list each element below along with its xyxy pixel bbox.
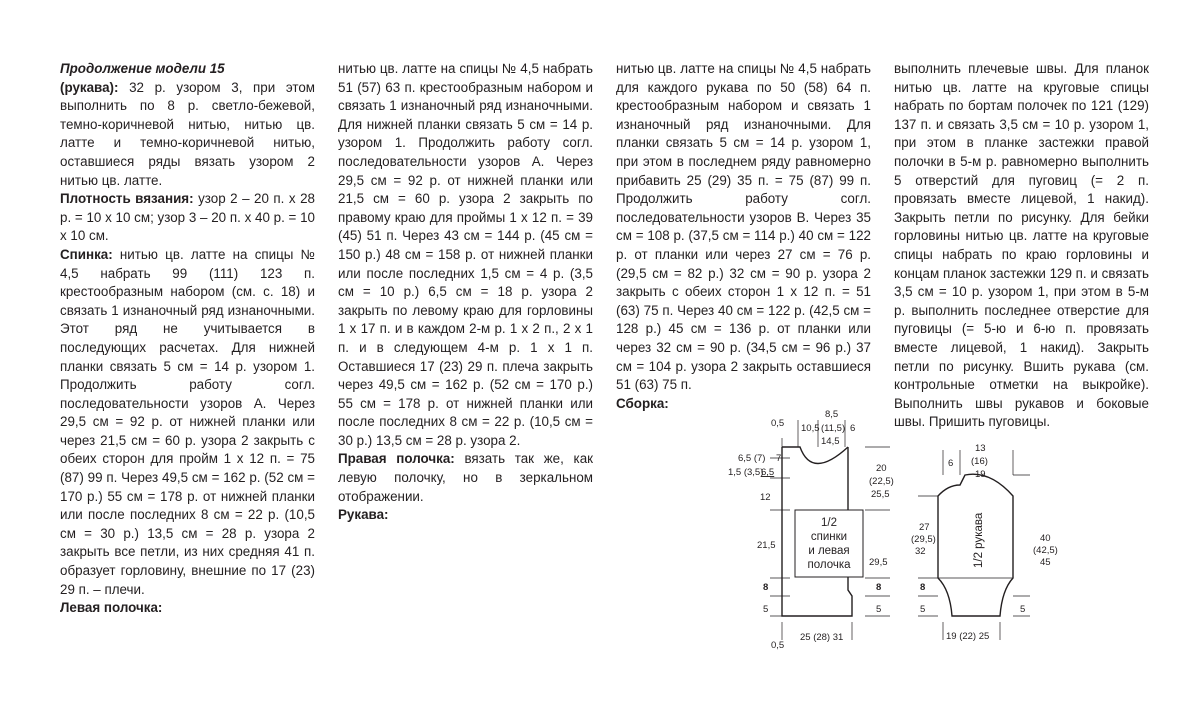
sleeve-dim-left-32: 32: [915, 546, 926, 557]
label-back: спинки: [810, 531, 848, 543]
continuation-heading: Продолжение модели 15: [60, 61, 225, 76]
sleeve-dim-right-45: 45: [1040, 557, 1051, 568]
paragraph-text: нитью цв. латте на спицы № 4,5 набрать для каждого рукава по 50 (58) 64 п. крестообразным набором и связать 1 изнаночный ряд изнаночными. Для планки связать 5 см = 14 р. узором 1, при этом в последнем ряду равномерно прибавить 25 (29) 35 п. = 75 (87) 99 п. Продолжить работу согл. последовательности узоров В. Через 35 см = 108 р. (37,5 см = 114 р.) 40 см = 122 р. от планки или через 27 см = 76 р. (29,5 см = 82 р.) 32 см = 90 р. узора 2 закрыть с обеих сторон 1 х 12 п. = 51 (63) 75 п. Через 40 см = 122 р. (42,5 см = 128 р.) 45 см = 136 р. от планки или через 32 см = 90 р. (34,5 см = 96 р.) 37 см = 104 р. узора 2 закрыть оставшиеся 51 (63) 75 п.: [616, 61, 871, 393]
dim-left-12: 12: [760, 492, 771, 503]
paragraph-text: нитью цв. латте на спицы № 4,5 набрать 51 (57) 63 п. крестообразным набором и связать 1 изнаночный ряд изнаночными. Для нижней планки связать 5 см = 14 р. узором 1. Продолжить работу согл. последовательности узоров А. Через 29,5 см = 92 р. от нижней планки или 21,5 см = 60 р. узора 2 закрыть по правому краю для проймы 1 х 12 п. = 39 (45) 51 п. Через 43 см = 144 р. (45 см = 150 р.) 48 см = 158 р. от нижней планки или после последних 1,5 см = 4 р. (3,5 см = 10 р.) 6,5 см = 18 р. узора 2 закрыть по левому краю для горловины 1 х 17 п. и в каждом 2-м р. 1 х 2 п., 2 х 1 п. и в следующем 4-м р. 1 х 1 п. Оставшиеся 17 (23) 29 п. плеча закрыть через 49,5 см = 162 р. (52 см = 170 р.) 55 см = 178 р. от нижней планки или после последних 8 см = 22 р. (10,5 см = 30 р.) 13,5 см = 28 р. узора 2.: [338, 61, 593, 448]
sleeve-dim-right-40: 40: [1040, 533, 1051, 544]
dim-right-20: 20: [876, 463, 887, 474]
sleeve-dim-right-425: (42,5): [1033, 545, 1058, 556]
sleeve-dim-top-13: 13: [975, 443, 986, 454]
bold-label: Спинка:: [60, 246, 113, 262]
sleeve-dim-left-295: (29,5): [911, 534, 936, 545]
sleeve-dim-left-8: 8: [920, 582, 926, 593]
sleeve-label: 1/2 рукава: [973, 512, 985, 568]
paragraph-text: выполнить плечевые швы. Для планок нитью цв. латте на круговые спицы набрать по бортам полочек по 121 (129) 137 п. и связать 3,5 см = 10 р. узором 1, при этом в планке застежки правой полочки в 5-м р. равномерно выполнить 5 отверстий для пуговиц (= 2 п. провязать вместе лицевой, 1 накид). Закрыть петли по рисунку. Для бейки горловины нитью цв. латте на круговые спицы набрать по краю горловины и концам планок застежки 129 п. и связать 3,5 см = 10 р. узором 1, при этом в 5-м р. выполнить последнее отверстие для пуговицы (= 5-ю и 6-ю п. провязать вместе лицевой, 1 накид). Закрыть петли по рисунку. Вшить рукава (см. контрольные отметки на выкройке). Выполнить швы рукавов и боковые швы. Пришить пуговицы.: [894, 61, 1149, 430]
label-and-left: и левая: [808, 545, 850, 557]
bold-label: Сборка:: [616, 395, 669, 411]
sleeve-dim-bottom-width: 19 (22) 25: [946, 631, 990, 642]
bold-label: Плотность вязания:: [60, 191, 194, 207]
sleeve-dim-top-6: 6: [948, 458, 954, 469]
dim-left-5: 5: [763, 604, 769, 615]
dim-bottom-05: 0,5: [771, 640, 785, 651]
dim-right-5: 5: [876, 604, 882, 615]
dim-top-6: 6: [850, 423, 856, 434]
dim-top-145: 14,5: [821, 436, 840, 447]
paragraph-text: вязать так же, как левую полочку, но в зеркальном отображении.: [338, 451, 593, 504]
label-half: 1/2: [821, 517, 837, 529]
sleeve-dim-left-5: 5: [920, 604, 926, 615]
bold-label: (рукава):: [60, 79, 119, 95]
dim-right-295: 29,5: [869, 557, 888, 568]
sleeve-dim-left-27: 27: [919, 522, 930, 533]
dim-right-255: 25,5: [871, 489, 890, 500]
dim-left-65u: 6,5: [761, 467, 775, 478]
dim-top-105: 10,5: [801, 423, 820, 434]
sleeve-dim-top-19: 19: [975, 469, 986, 480]
dim-left-65: 6,5 (7): [738, 453, 766, 464]
dim-left-215: 21,5: [757, 540, 776, 551]
dim-left-8: 8: [763, 582, 769, 593]
dim-top-05: 0,5: [771, 418, 785, 429]
dim-right-8: 8: [876, 582, 882, 593]
sleeve-dim-top-16: (16): [971, 456, 988, 467]
bold-label: Левая полочка:: [60, 600, 163, 616]
paragraph-text: узор 2 – 20 п. х 28 р. = 10 х 10 см; узор 3 – 20 п. х 40 р. = 10 х 10 см.: [60, 191, 315, 244]
bold-label: Правая полочка:: [338, 451, 455, 467]
bold-label: Рукава:: [338, 507, 389, 523]
sleeve-dim-right-5: 5: [1020, 604, 1026, 615]
dim-left-15: 1,5 (3,5): [728, 467, 764, 478]
paragraph-text: 32 р. узором 3, при этом выполнить по 8 р. светло-бежевой, темно-коричневой нитью, нитью цв. латте и темно-коричневой нитью, оставшиеся ряды вязать узором 2 нитью цв. латте.: [60, 79, 315, 188]
dim-top-85: 8,5: [825, 409, 839, 420]
paragraph-text: нитью цв. латте на спицы № 4,5 набрать 99 (111) 123 п. крестообразным набором (см. с. 18) и связать 1 изнаночный ряд изнаночными. Этот ряд не учитывается в последующих расчетах. Для нижней планки связать 5 см = 14 р. узором 1. Продолжить работу согл. последовательности узоров А. Через 29,5 см = 92 р. от нижней планки или через 21,5 см = 60 р. узора 2 закрыть с обеих сторон для пройм 1 х 12 п. = 75 (87) 99 п. Через 49,5 см = 162 р. (52 см = 170 р.) 55 см = 178 р. от нижней планки или после последних 8 см = 22 р. (10,5 см = 30 р.) 13,5 см = 28 р. узора 2 закрыть все петли, из них средняя 41 п. образует горловину, внешние по 17 (23) 29 п. – плечи.: [60, 246, 315, 597]
dim-left-7: 7: [776, 453, 782, 464]
dim-top-115: (11,5): [821, 423, 846, 434]
label-front: полочка: [807, 559, 851, 571]
dim-bottom-width: 25 (28) 31: [800, 632, 844, 643]
dim-right-225: (22,5): [869, 476, 894, 487]
